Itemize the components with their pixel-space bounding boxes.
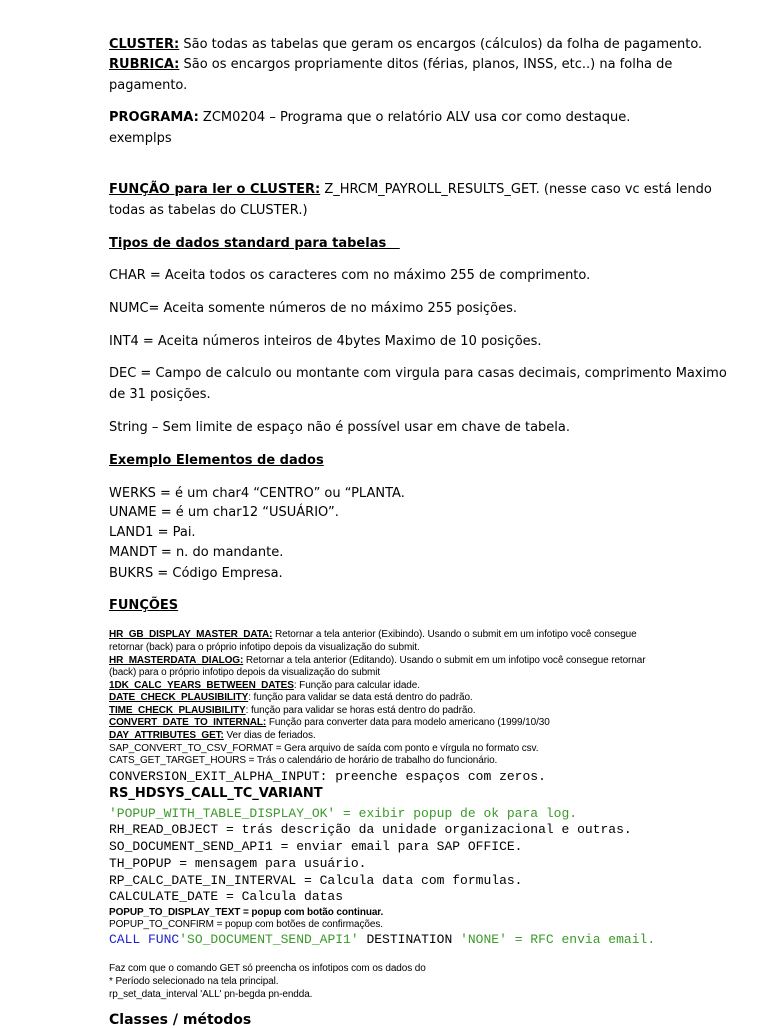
dec-line: DEC = Campo de calculo ou montante com virgula para casas decimais, comprimento Maximo	[109, 366, 727, 381]
numc-line: NUMC= Aceita somente números de no máximo 255 posições.	[109, 301, 518, 316]
func-hr-gb-display-cont: retornar (back) para o próprio infotipo depois da visualização do submit.	[109, 642, 420, 653]
exemplo-heading: Exemplo Elementos de dados	[109, 453, 324, 468]
popup-display-text-line: POPUP_TO_DISPLAY_TEXT = popup com botão continuar.	[109, 907, 384, 918]
rubrica-definition: RUBRICA: São os encargos propriamente ditos (férias, planos, INSS, etc..) na folha de	[109, 57, 673, 72]
rubrica-definition-cont: pagamento.	[109, 78, 188, 93]
char-line: CHAR = Aceita todos os caracteres com no máximo 255 de comprimento.	[109, 268, 591, 283]
cluster-definition: CLUSTER: São todas as tabelas que geram os encargos (cálculos) da folha de pagamento.	[109, 37, 703, 52]
func-hr-masterdata-cont: (back) para o próprio infotipo depois da visualização do submit	[109, 667, 381, 678]
func-day-attributes: DAY_ATTRIBUTES_GET: Ver dias de feriados.	[109, 730, 316, 741]
calculate-date-line: CALCULATE_DATE = Calcula datas	[109, 889, 344, 904]
rs-hdsys-line: RS_HDSYS_CALL_TC_VARIANT	[109, 786, 323, 801]
rp-calc-date-line: RP_CALC_DATE_IN_INTERVAL = Calcula data com formulas.	[109, 873, 523, 888]
funcao-cluster-line: FUNÇÃO para ler o CLUSTER: Z_HRCM_PAYROLL_RESULTS_GET. (nesse caso vc está lendo	[109, 182, 712, 197]
func-hr-gb-display: HR_GB_DISPLAY_MASTER_DATA: Retornar a tela anterior (Exibindo). Usando o submit em um infotipo você consegue	[109, 629, 637, 640]
popup-table-line: 'POPUP_WITH_TABLE_DISPLAY_OK' = exibir popup de ok para log.	[109, 806, 578, 821]
get-note-line-2: * Período selecionado na tela principal.	[109, 976, 279, 987]
land1-line: LAND1 = Pai.	[109, 525, 196, 540]
func-cats-get-hours: CATS_GET_TARGET_HOURS = Trás o calendário de horário de trabalho do funcionário.	[109, 755, 498, 766]
funcoes-heading: FUNÇÕES	[109, 598, 179, 613]
func-hr-masterdata: HR_MASTERDATA_DIALOG: Retornar a tela anterior (Editando). Usando o submit em um infotipo você consegue retornar	[109, 655, 646, 666]
func-convert-csv: SAP_CONVERT_TO_CSV_FORMAT = Gera arquivo de saída com ponto e vírgula no formato csv.	[109, 743, 539, 754]
conversion-exit-line: CONVERSION_EXIT_ALPHA_INPUT: preenche espaços com zeros.	[109, 769, 546, 784]
func-date-check: DATE_CHECK_PLAUSIBILITY: função para validar se data está dentro do padrão.	[109, 692, 473, 703]
so-document-send-line: SO_DOCUMENT_SEND_API1 = enviar email para SAP OFFICE.	[109, 839, 523, 854]
funcao-cluster-cont: todas as tabelas do CLUSTER.)	[109, 203, 308, 218]
uname-line: UNAME = é um char12 “USUÁRIO”.	[109, 505, 339, 520]
dec-line-cont: de 31 posições.	[109, 387, 211, 402]
get-note-line-3: rp_set_data_interval 'ALL' pn-begda pn-endda.	[109, 989, 313, 1000]
popup-confirm-line: POPUP_TO_CONFIRM = popup com botões de confirmações.	[109, 919, 383, 930]
func-time-check: TIME_CHECK_PLAUSIBILITY: função para validar se horas está dentro do padrão.	[109, 705, 476, 716]
classes-heading: Classes / métodos	[109, 1012, 252, 1028]
bukrs-line: BUKRS = Código Empresa.	[109, 566, 283, 581]
tipos-heading: Tipos de dados standard para tabelas	[109, 236, 400, 251]
werks-line: WERKS = é um char4 “CENTRO” ou “PLANTA.	[109, 486, 405, 501]
programa-line: PROGRAMA: ZCM0204 – Programa que o relatório ALV usa cor como destaque.	[109, 110, 631, 125]
mandt-line: MANDT = n. do mandante.	[109, 545, 284, 560]
func-convert-date: CONVERT_DATE_TO_INTERNAL: Função para converter data para modelo americano (1999/10/30	[109, 717, 550, 728]
int4-line: INT4 = Aceita números inteiros de 4bytes Maximo de 10 posições.	[109, 334, 542, 349]
func-calc-years: 1DK_CALC_YEARS_BETWEEN_DATES: Função para calcular idade.	[109, 680, 420, 691]
th-popup-line: TH_POPUP = mensagem para usuário.	[109, 856, 367, 871]
call-func-line: CALL FUNC'SO_DOCUMENT_SEND_API1' DESTINATION 'NONE' = RFC envia email.	[109, 932, 656, 947]
get-note-line-1: Faz com que o comando GET só preencha os infotipos com os dados do	[109, 963, 426, 974]
programa-cont: exemplps	[109, 131, 172, 146]
rh-read-object-line: RH_READ_OBJECT = trás descrição da unidade organizacional e outras.	[109, 822, 632, 837]
string-line: String – Sem limite de espaço não é possível usar em chave de tabela.	[109, 420, 570, 435]
